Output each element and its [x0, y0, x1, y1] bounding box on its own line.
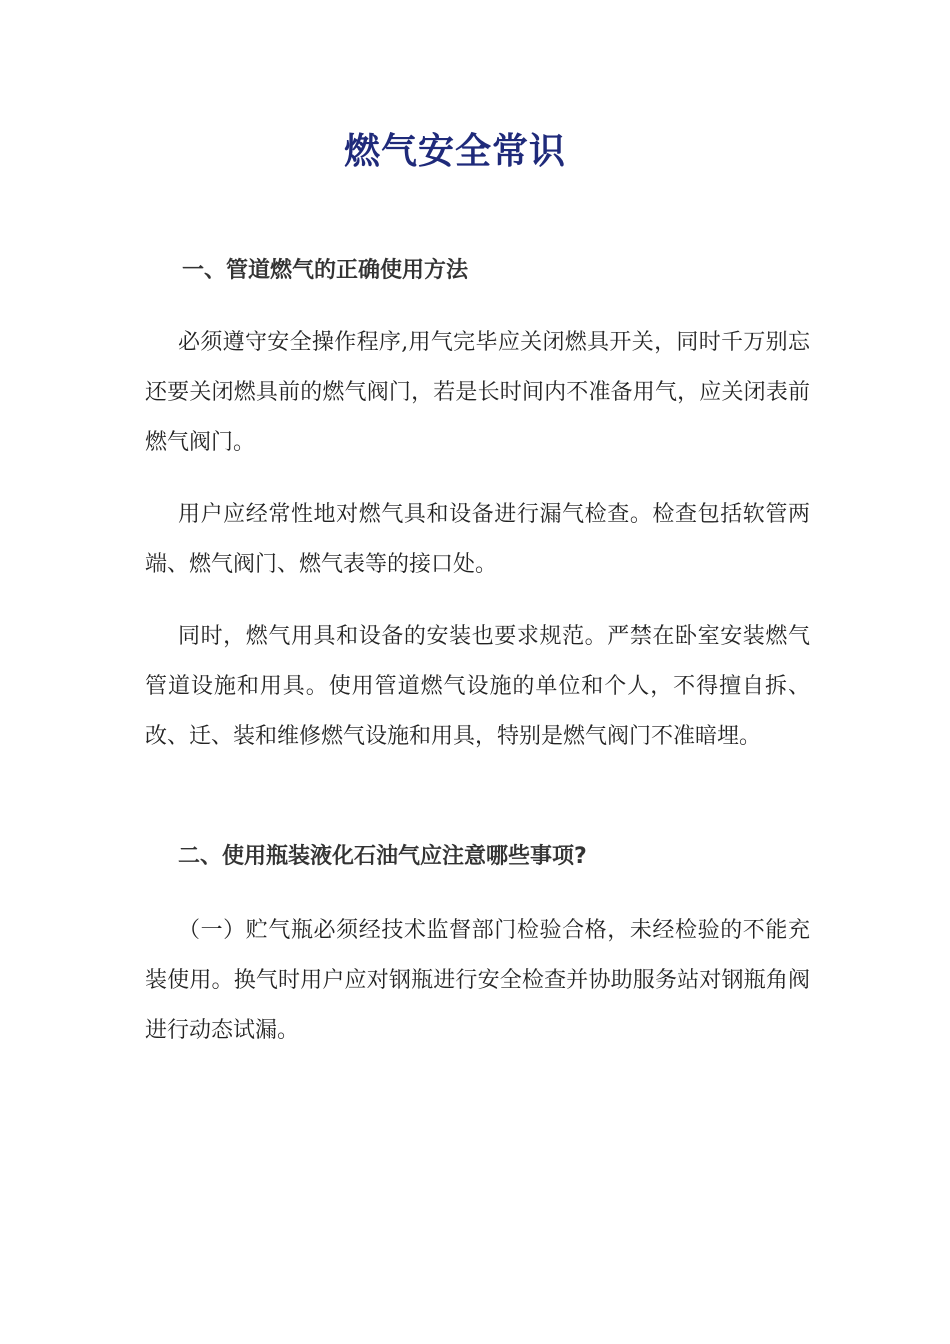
- page-title: 燃气安全常识: [343, 131, 566, 172]
- section-heading-2: 二、使用瓶装液化石油气应注意哪些事项?: [178, 844, 587, 869]
- section-heading-1: 一、管道燃气的正确使用方法: [182, 258, 469, 283]
- paragraph-4: （一）贮气瓶必须经技术监督部门检验合格，未经检验的不能充装使用。换气时用户应对钢瓶进行安全检查并协助服务站对钢瓶角阀进行动态试漏。: [145, 918, 810, 1043]
- paragraph-2: 用户应经常性地对燃气具和设备进行漏气检查。检查包括软管两端、燃气阀门、燃气表等的接口处。: [145, 502, 810, 577]
- paragraph-1: 必须遵守安全操作程序,用气完毕应关闭燃具开关，同时千万别忘还要关闭燃具前的燃气阀门，若是长时间内不准备用气，应关闭表前燃气阀门。: [145, 330, 810, 455]
- paragraph-3: 同时，燃气用具和设备的安装也要求规范。严禁在卧室安装燃气管道设施和用具。使用管道燃气设施的单位和个人，不得擅自拆、改、迁、装和维修燃气设施和用具，特别是燃气阀门不准暗埋。: [145, 624, 810, 749]
